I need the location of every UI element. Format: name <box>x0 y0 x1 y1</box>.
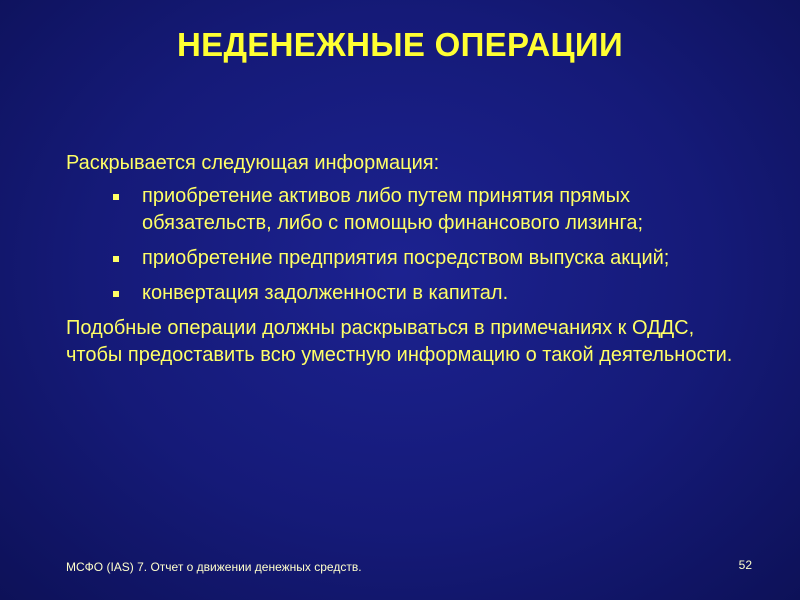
closing-text: Подобные операции должны раскрываться в примечаниях к ОДДС, чтобы предоставить всю уместную информацию о такой деятельности. <box>66 317 733 366</box>
bullet-text: конвертация задолженности в капитал. <box>142 282 509 304</box>
bullet-text: приобретение предприятия посредством выпуска акций; <box>142 247 670 269</box>
page-number: 52 <box>738 558 752 572</box>
intro-text: Раскрывается следующая информация: <box>66 152 440 174</box>
square-bullet-icon <box>113 291 119 297</box>
bullet-item <box>66 280 746 307</box>
bullet-text: приобретение активов либо путем принятия прямых обязательств, либо с помощью финансового лизинга; <box>142 185 644 234</box>
bullet-item <box>66 245 746 272</box>
footer-text: МСФО (IAS) 7. Отчет о движении денежных средств. <box>66 560 362 574</box>
slide-body <box>66 150 746 369</box>
bullet-list <box>66 183 746 307</box>
square-bullet-icon <box>113 194 119 200</box>
slide-title: НЕДЕНЕЖНЫЕ ОПЕРАЦИИ <box>177 26 623 63</box>
bullet-item <box>66 183 746 237</box>
square-bullet-icon <box>113 256 119 262</box>
